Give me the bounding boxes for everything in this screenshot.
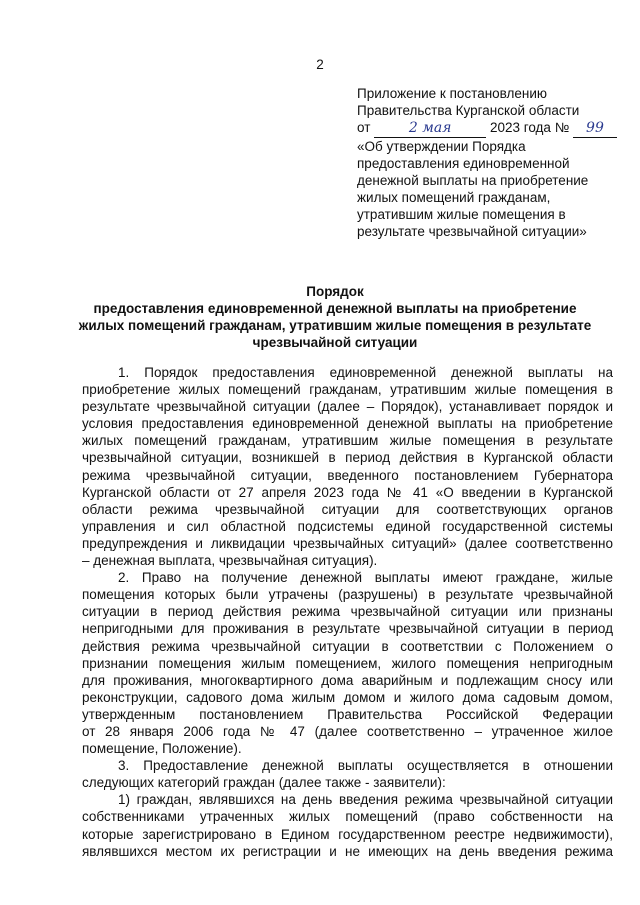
- body-line: предупреждения и ликвидации чрезвычайных ситуаций» (далее соответственно: [82, 535, 613, 551]
- title-line: жилых помещений гражданам, утратившим жилые помещения в результате: [78, 318, 592, 333]
- body-line: от 28 января 2006 года № 47 (далее соответственно – утраченное жилое: [82, 723, 613, 739]
- appendix-line: жилых помещений гражданам,: [357, 190, 551, 205]
- body-line: признании помещения жилым помещением, жилого помещения непригодным: [82, 655, 613, 671]
- body-line: ситуации в период действия режима чрезвычайной ситуации или признаны: [82, 604, 613, 620]
- body-line: действия режима чрезвычайной ситуации в соответствии с Положением о: [82, 638, 613, 654]
- appendix-line: предоставления единовременной: [357, 156, 570, 171]
- year-text: 2023 года №: [489, 120, 570, 135]
- appendix-date-line: [357, 119, 619, 138]
- body-line: условия предоставления единовременной денежной выплаты на приобретение: [82, 416, 613, 432]
- body-line: Курганской области от 27 апреля 2023 года № 41 «О введении в Курганской: [82, 484, 613, 500]
- body-line: 1. Порядок предоставления единовременной денежной выплаты на: [118, 365, 613, 380]
- appendix-line: «Об утверждении Порядка: [357, 139, 526, 154]
- title-line: чрезвычайной ситуации: [252, 335, 418, 350]
- body-line: реконструкции, садового дома жилым домом и жилого дома садовым домом,: [82, 689, 613, 705]
- handwritten-date: [374, 119, 486, 138]
- appendix-line: результате чрезвычайной ситуации»: [357, 224, 587, 239]
- page-number: 2: [316, 57, 324, 72]
- appendix-line: утратившим жилые помещения в: [357, 207, 566, 222]
- body-line: результате чрезвычайной ситуации (далее – Порядок), устанавливает порядок и: [82, 399, 613, 415]
- from-label: от: [357, 120, 371, 135]
- appendix-line: денежной выплаты на приобретение: [357, 173, 589, 188]
- document-body: [82, 364, 613, 860]
- title-line: Порядок: [306, 284, 364, 299]
- handwritten-date-text: 2 мая: [408, 120, 452, 136]
- appendix-header: [357, 85, 619, 240]
- body-line: 2. Право на получение денежной выплаты имеют граждане, жилые: [118, 570, 613, 586]
- body-line: режима чрезвычайной ситуации, введенного постановлением Губернатора: [82, 467, 613, 483]
- body-line: для проживания, многоквартирного дома аварийным и подлежащим сносу или: [82, 672, 613, 688]
- body-line: собственниками утраченных жилых помещений (право собственности на: [82, 809, 613, 825]
- body-line: помещение, Положение).: [82, 741, 242, 757]
- body-line: 1) граждан, являвшихся на день введения режима чрезвычайной ситуации: [118, 792, 613, 808]
- handwritten-number-text: 99: [586, 120, 604, 136]
- body-line: – денежная выплата, чрезвычайная ситуация).: [82, 553, 378, 569]
- body-line: помещения которых были утрачены (разрушены) в результате чрезвычайной: [82, 587, 613, 603]
- body-line: следующих категорий граждан (далее также - заявители):: [82, 775, 446, 791]
- body-line: утвержденным постановлением Правительства Российской Федерации: [82, 706, 613, 722]
- body-line: жилых помещений гражданам, утратившим жилые помещения в результате: [82, 433, 613, 449]
- body-line: управления и сил областной подсистемы единой государственной системы: [82, 518, 613, 534]
- body-line: которые зарегистрировано в Едином государственном реестре недвижимости),: [82, 826, 613, 842]
- body-line: 3. Предоставление денежной выплаты осуществляется в отношении: [118, 758, 613, 774]
- body-line: чрезвычайной ситуации, возникшей в период действия в Курганской области: [82, 450, 613, 466]
- body-line: области режима чрезвычайной ситуации для соответствующих органов: [82, 501, 613, 517]
- title-line: предоставления единовременной денежной выплаты на приобретение: [93, 301, 577, 316]
- document-title: [60, 283, 610, 351]
- body-line: являвшихся местом их регистрации и не имеющих на день введения режима: [82, 843, 613, 859]
- body-line: непригодными для проживания в результате чрезвычайной ситуации в период: [82, 621, 613, 637]
- appendix-line: Правительства Курганской области: [357, 103, 580, 118]
- body-line: приобретение жилых помещений гражданам, утратившим жилые помещения в: [82, 382, 613, 398]
- appendix-line: Приложение к постановлению: [357, 86, 548, 101]
- handwritten-number: [573, 119, 617, 138]
